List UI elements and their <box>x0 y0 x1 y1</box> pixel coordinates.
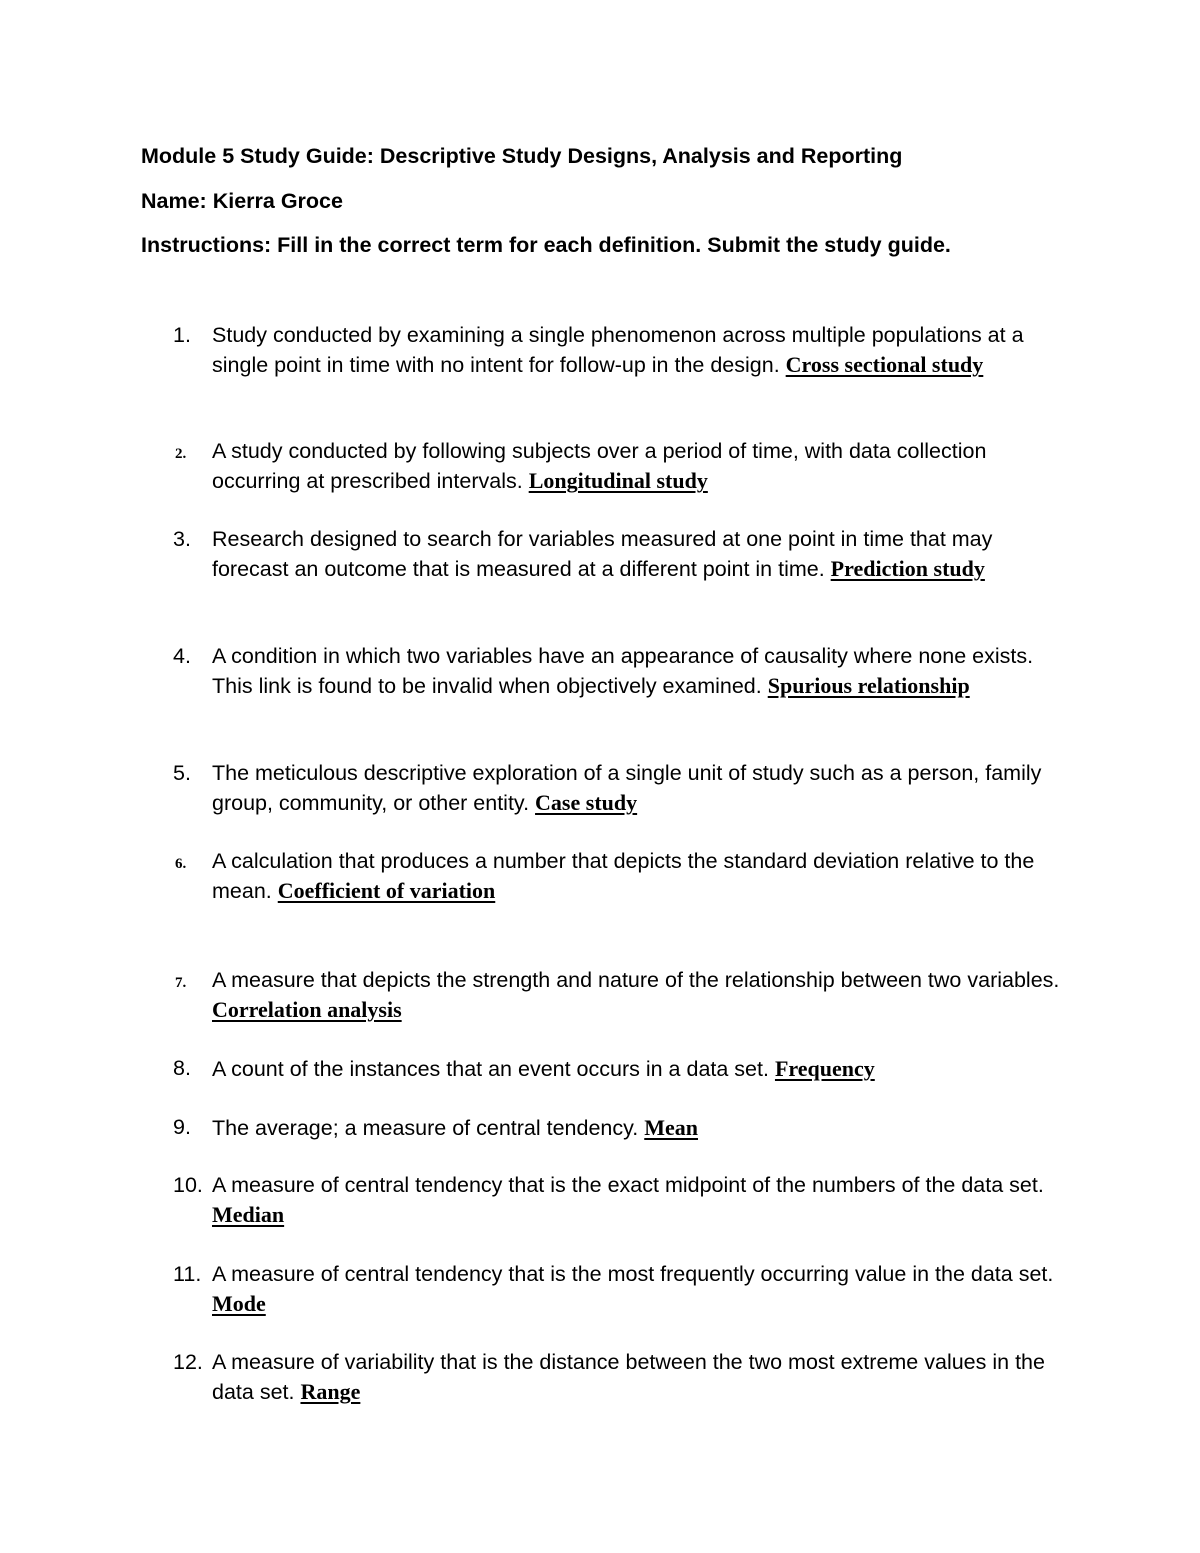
definition-text: Research designed to search for variables measured at one point in time that may forecast an outcome that is measured at a different point in time. <box>212 527 993 582</box>
item-number: 6. <box>175 856 187 872</box>
answer-term: Mean <box>644 1115 699 1140</box>
definition-text: Study conducted by examining a single phenomenon across multiple populations at a single point in time with no intent for follow-up in the design. <box>212 323 1024 378</box>
definition-text: A measure of variability that is the distance between the two most extreme values in the data set. <box>212 1350 1045 1405</box>
item-definition <box>212 1171 1062 1231</box>
definition-text: The average; a measure of central tendency. <box>212 1116 639 1140</box>
item-definition <box>212 437 1062 497</box>
item-definition <box>212 759 1062 819</box>
answer-term: Cross sectional study <box>785 352 984 378</box>
item-definition <box>212 1054 1062 1084</box>
definition-text: The meticulous descriptive exploration of a single unit of study such as a person, family group, community, or other entity. <box>212 761 1042 816</box>
item-definition <box>212 1260 1062 1320</box>
definition-text: A measure of central tendency that is the most frequently occurring value in the data set. <box>212 1262 1054 1286</box>
definition-text: A measure of central tendency that is the exact midpoint of the numbers of the data set. <box>212 1173 1044 1197</box>
answer-term: Case study <box>535 790 638 816</box>
instructions: Instructions: Fill in the correct term for each definition. Submit the study guide. <box>141 233 951 257</box>
answer-term: Correlation analysis <box>212 997 402 1023</box>
item-definition <box>212 966 1062 1026</box>
answer-term: Frequency <box>774 1056 875 1081</box>
student-name: Name: Kierra Groce <box>141 189 343 213</box>
answer-term: Longitudinal study <box>528 468 708 494</box>
item-definition <box>212 321 1062 381</box>
item-definition <box>212 1348 1062 1408</box>
item-definition <box>212 525 1062 585</box>
item-number: 2. <box>175 446 187 462</box>
answer-term: Coefficient of variation <box>277 878 496 904</box>
item-definition <box>212 642 1062 702</box>
definition-text: A study conducted by following subjects over a period of time, with data collection occurring at prescribed intervals. <box>212 439 987 494</box>
item-number: 3. <box>173 527 191 551</box>
item-number: 11. <box>173 1262 202 1286</box>
definition-text: A calculation that produces a number that depicts the standard deviation relative to the mean. <box>212 849 1035 904</box>
definition-text: A measure that depicts the strength and nature of the relationship between two variables. <box>212 968 1060 992</box>
page-title: Module 5 Study Guide: Descriptive Study Designs, Analysis and Reporting <box>141 144 903 168</box>
answer-term: Prediction study <box>830 556 985 582</box>
item-number: 9. <box>173 1115 191 1139</box>
answer-term: Mode <box>212 1291 266 1317</box>
answer-term: Range <box>300 1379 361 1405</box>
item-number: 10. <box>173 1173 203 1197</box>
answer-term: Spurious relationship <box>767 673 970 699</box>
item-definition <box>212 847 1062 907</box>
item-number: 8. <box>173 1056 191 1080</box>
item-number: 1. <box>173 323 191 347</box>
answer-term: Median <box>212 1202 285 1228</box>
definition-text: A count of the instances that an event occurs in a data set. <box>212 1057 769 1081</box>
item-number: 4. <box>173 644 191 668</box>
item-definition <box>212 1113 1062 1143</box>
item-number: 7. <box>175 975 187 991</box>
definition-text: A condition in which two variables have an appearance of causality where none exists. This link is found to be invalid when objectively examined. <box>212 644 1034 699</box>
item-number: 12. <box>173 1350 203 1374</box>
item-number: 5. <box>173 761 191 785</box>
